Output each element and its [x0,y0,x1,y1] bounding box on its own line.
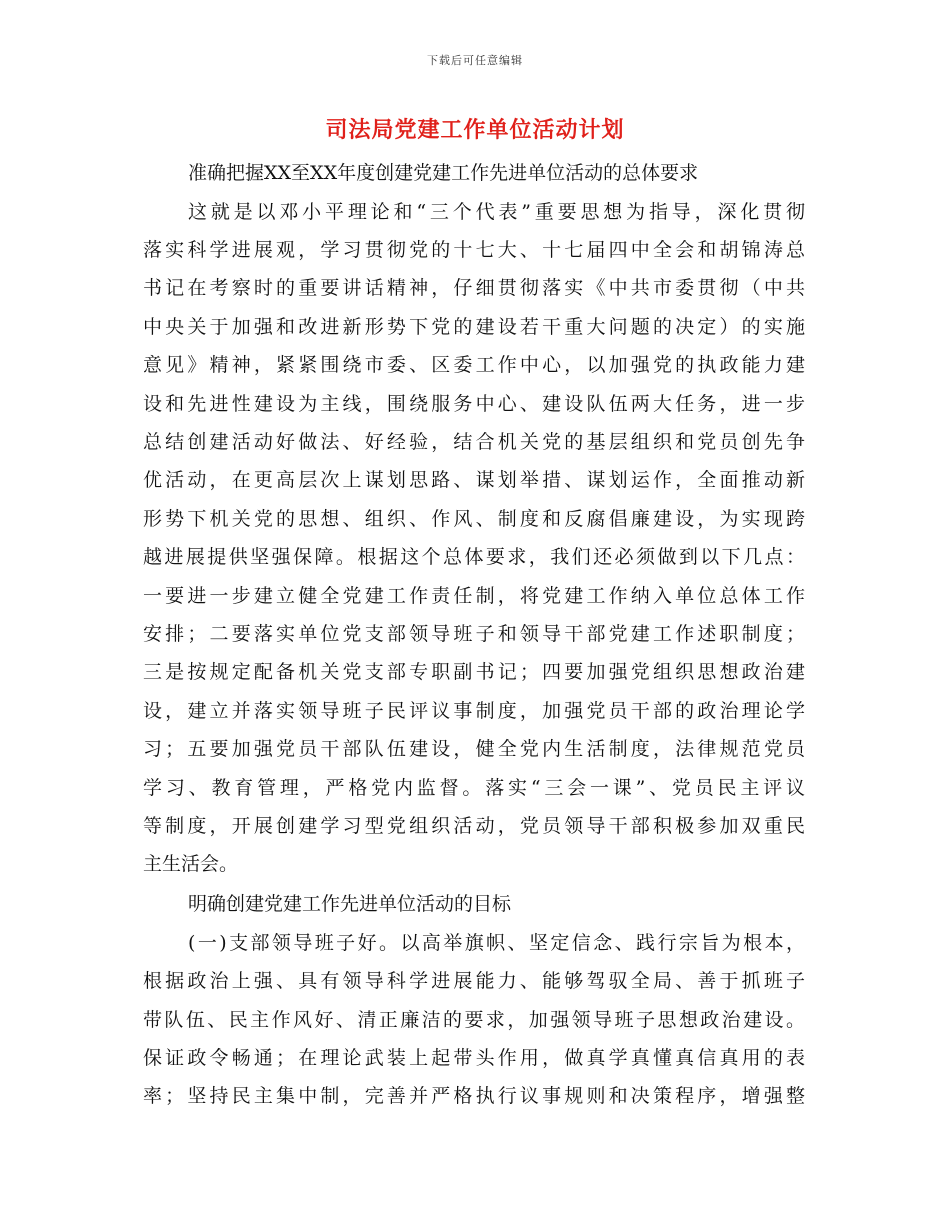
text-line: 根据政治上强、具有领导科学进展能力、能够驾驭全局、善于抓班子 [143,970,805,992]
text-line: 设，建立并落实领导班子民评议事制度，加强党员干部的政治理论学 [143,700,805,722]
text-line: 明确创建党建工作先进单位活动的目标 [188,893,512,915]
text-line: 主生活会。 [143,853,239,875]
text-line: 三是按规定配备机关党支部专职副书记；四要加强党组织思想政治建 [143,661,805,683]
text-line: 优活动，在更高层次上谋划思路、谋划举措、谋划运作，全面推动新 [143,469,805,491]
text-line: 保证政令畅通；在理论武装上起带头作用，做真学真懂真信真用的表 [143,1047,805,1069]
text-line: 总结创建活动好做法、好经验，结合机关党的基层组织和党员创先争 [143,431,805,453]
text-line: 意见》精神，紧紧围绕市委、区委工作中心，以加强党的执政能力建 [143,354,805,376]
text-line: 中央关于加强和改进新形势下党的建设若干重大问题的决定）的实施 [143,316,805,338]
text-line: 越进展提供坚强保障。根据这个总体要求，我们还必须做到以下几点： [143,546,805,568]
document-title: 司法局党建工作单位活动计划 [325,118,625,143]
page-header-note: 下载后可任意编辑 [427,54,523,67]
text-line: 率；坚持民主集中制，完善并严格执行议事规则和决策程序，增强整 [143,1085,805,1107]
text-line: 等制度，开展创建学习型党组织活动，党员领导干部积极参加双重民 [143,815,805,837]
text-line: 形势下机关党的思想、组织、作风、制度和反腐倡廉建设，为实现跨 [143,508,805,530]
text-line: 一要进一步建立健全党建工作责任制，将党建工作纳入单位总体工作 [143,585,805,607]
text-line: 落实科学进展观，学习贯彻党的十七大、十七届四中全会和胡锦涛总 [143,239,805,261]
text-line: 安排；二要落实单位党支部领导班子和领导干部党建工作述职制度； [143,623,805,645]
text-line: 书记在考察时的重要讲话精神，仔细贯彻落实《中共市委贯彻（中共 [143,277,805,299]
text-line: (一)支部领导班子好。以高举旗帜、坚定信念、践行宗旨为根本， [188,932,805,954]
text-line: 这就是以邓小平理论和“三个代表”重要思想为指导，深化贯彻 [188,201,805,223]
text-line: 带队伍、民主作风好、清正廉洁的要求，加强领导班子思想政治建设。 [143,1009,805,1031]
text-line: 学习、教育管理，严格党内监督。落实“三会一课”、党员民主评议 [143,777,805,799]
text-line: 准确把握XX至XX年度创建党建工作先进单位活动的总体要求 [188,162,699,184]
text-line: 设和先进性建设为主线，围绕服务中心、建设队伍两大任务，进一步 [143,393,805,415]
text-line: 习；五要加强党员干部队伍建设，健全党内生活制度，法律规范党员 [143,738,805,760]
